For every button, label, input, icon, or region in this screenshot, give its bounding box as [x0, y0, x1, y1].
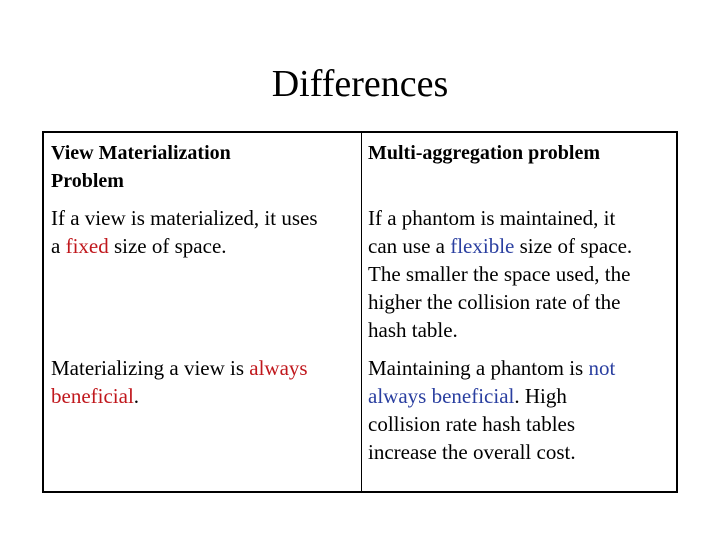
slide-title: Differences	[271, 63, 449, 105]
column-divider	[361, 133, 362, 491]
row2-right-line3: collision rate hash tables	[368, 412, 576, 436]
row1-right-line4: higher the collision rate of the	[368, 290, 621, 314]
row2-left-line1	[51, 354, 308, 382]
text-segment: Materializing a view is	[51, 356, 250, 380]
row2-right-line1	[368, 354, 615, 382]
row1-left-line2	[51, 232, 318, 260]
text-segment: size of space.	[108, 234, 227, 258]
comparison-table	[42, 131, 678, 493]
text-segment: can use a	[368, 234, 451, 258]
header-left	[51, 139, 231, 195]
text-segment: . High	[514, 384, 567, 408]
text-segment: Maintaining a phantom is	[368, 356, 589, 380]
header-right: Multi-aggregation problem	[368, 142, 601, 164]
row1-right-line1: If a phantom is maintained, it	[368, 206, 616, 230]
row1-right-line3: The smaller the space used, the	[368, 262, 631, 286]
row2-right-line2	[368, 382, 615, 410]
row2-left-line2	[51, 382, 308, 410]
row1-right-cell	[368, 204, 632, 344]
text-segment: a	[51, 234, 66, 258]
highlight-flexible: flexible	[450, 234, 515, 258]
header-left-line1: View Materialization	[51, 142, 231, 164]
highlight-always-beneficial: always beneficial	[368, 384, 515, 408]
row1-left-line1: If a view is materialized, it uses	[51, 206, 318, 230]
row1-right-line5: hash table.	[368, 318, 458, 342]
text-segment: size of space.	[514, 234, 633, 258]
highlight-beneficial: beneficial	[51, 384, 134, 408]
highlight-always: always	[249, 356, 308, 380]
row1-left-cell	[51, 204, 318, 260]
row2-right-cell	[368, 354, 615, 466]
header-left-line2: Problem	[51, 170, 124, 192]
highlight-not: not	[588, 356, 616, 380]
highlight-fixed: fixed	[65, 234, 109, 258]
row1-right-line2	[368, 232, 632, 260]
row2-left-cell	[51, 354, 308, 410]
row2-right-line4: increase the overall cost.	[368, 440, 576, 464]
text-segment: .	[133, 384, 140, 408]
